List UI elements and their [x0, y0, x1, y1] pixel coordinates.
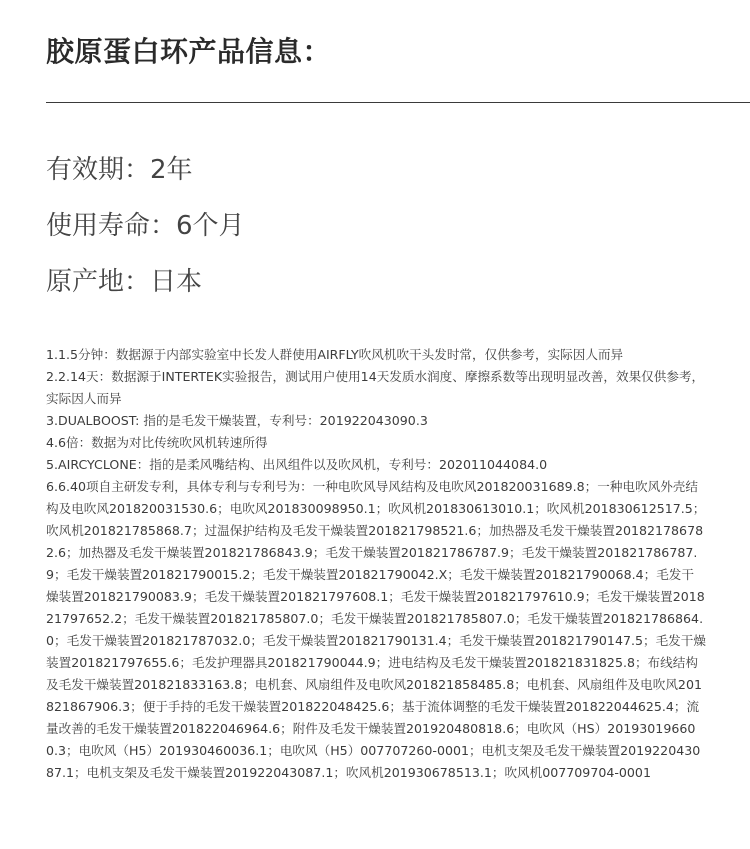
footnote-5: 5.AIRCYCLONE：指的是柔风嘴结构、出风组件以及吹风机，专利号：202011044084.0	[46, 457, 548, 472]
footnote-1: 1.1.5分钟：数据源于内部实验室中长发人群使用AIRFLY吹风机吹干头发时常，仅供参考，实际因人而异	[46, 347, 624, 362]
title-divider	[46, 102, 750, 103]
footnote-6-patents: 6.6.40项自主研发专利，具体专利与专利号为：一种电吹风导风结构及电吹风201820031689.8；一种电吹风外壳结构及电吹风201820031530.6；电吹风201830098950.1；吹风机201830613010.1；吹风机201830612517.5；吹风机201821785868.7；过温保护结构及毛发干燥装置201821798521.6；加热器及毛发干燥装置201821786782.6；加热器及毛发干燥装置201821786843.9；毛发干燥装置201821786787.9；毛发干燥装置201821786787.9；毛发干燥装置201821790015.2；毛发干燥装置201821790042.X；毛发干燥装置201821790068.4；毛发干燥装置201821790083.9；毛发干燥装置201821797608.1；毛发干燥装置201821797610.9；毛发干燥装置201821797652.2；毛发干燥装置201821785807.0；毛发干燥装置201821785807.0；毛发干燥装置201821786864.0；毛发干燥装置201821787032.0；毛发干燥装置201821790131.4；毛发干燥装置201821790147.5；毛发干燥装置201821797655.6；毛发护理器具201821790044.9；进电结构及毛发干燥装置201821831825.8；布线结构及毛发干燥装置201821833163.8；电机套、风扇组件及电吹风201821858485.8；电机套、风扇组件及电吹风201821867906.3；便于手持的毛发干燥装置201822048425.6；基于流体调整的毛发干燥装置201822044625.4；流量改善的毛发干燥装置201822046964.6；附件及毛发干燥装置201920480818.6；电吹风（HS）201930196600.3；电吹风（H5）201930460036.1；电吹风（H5）007707260-0001；电机支架及毛发干燥装置201922043087.1；电机支架及毛发干燥装置201922043087.1；吹风机201930678513.1；吹风机007709704-0001	[46, 479, 706, 780]
product-facts	[46, 146, 245, 314]
origin	[46, 258, 245, 314]
shelf-life-value: 2年	[150, 155, 193, 185]
shelf-life	[46, 146, 245, 202]
service-life-label: 使用寿命：	[46, 211, 177, 241]
origin-value: 日本	[150, 267, 203, 297]
page-title: 胶原蛋白环产品信息：	[46, 35, 332, 68]
service-life	[46, 202, 245, 258]
footnotes	[46, 344, 706, 784]
shelf-life-label: 有效期：	[46, 155, 151, 185]
footnote-3: 3.DUALBOOST: 指的是毛发干燥装置，专利号：201922043090.3	[46, 413, 428, 428]
footnote-2: 2.2.14天：数据源于INTERTEK实验报告，测试用户使用14天发质水润度、摩擦系数等出现明显改善，效果仅供参考，实际因人而异	[46, 369, 705, 406]
origin-label: 原产地：	[46, 267, 151, 297]
service-life-value: 6个月	[176, 211, 245, 241]
footnote-4: 4.6倍：数据为对比传统吹风机转速所得	[46, 435, 268, 450]
